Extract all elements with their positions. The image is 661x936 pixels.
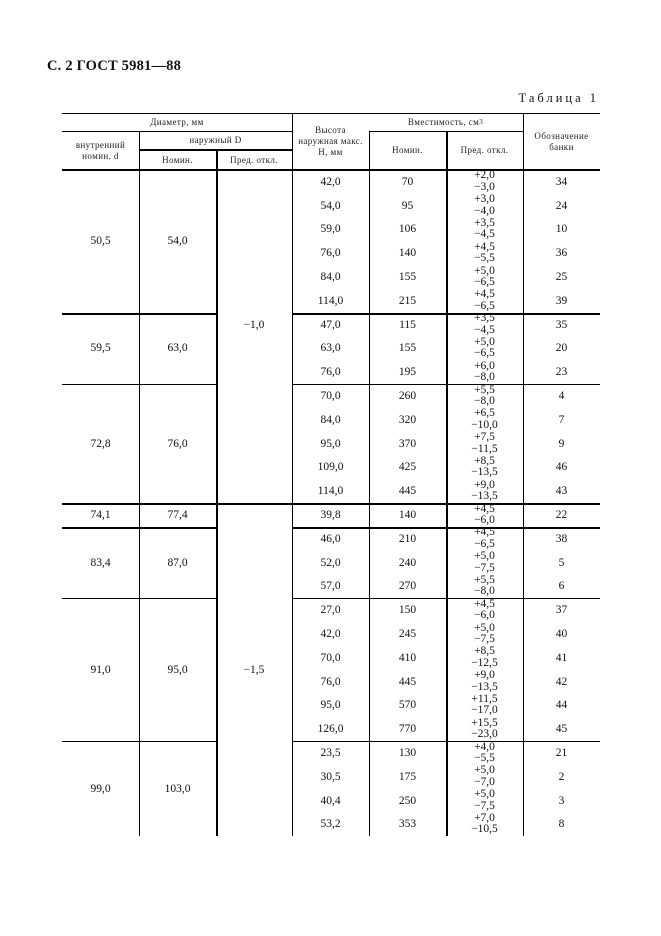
tolerance-plus: +7,0 xyxy=(474,811,495,824)
cell-inner-diameter: 59,5 xyxy=(90,342,111,355)
cell-designation: 21 xyxy=(555,747,568,760)
header-outer-diameter: наружный D xyxy=(189,135,242,145)
cell-capacity-tolerance xyxy=(446,527,523,551)
cell-capacity-nominal: 353 xyxy=(398,818,417,831)
col-rule xyxy=(446,131,448,836)
cell-capacity-tolerance xyxy=(446,646,523,670)
cell-height: 23,5 xyxy=(320,747,341,760)
tolerance-plus: +5,0 xyxy=(474,550,495,563)
cell-outer-diameter: 77,4 xyxy=(167,509,188,522)
header-capacity-tolerance: Пред. откл. xyxy=(460,145,509,155)
header-outer-tolerance: Пред. откл. xyxy=(230,154,278,165)
tolerance-plus: +6,0 xyxy=(474,359,495,372)
cell-capacity-tolerance xyxy=(446,194,523,218)
cell-capacity-tolerance xyxy=(446,789,523,813)
tolerance-plus: +3,5 xyxy=(474,312,495,325)
cell-capacity-nominal: 195 xyxy=(398,366,417,379)
tolerance-minus: −6,5 xyxy=(474,537,495,550)
col-rule xyxy=(369,131,370,836)
cell-capacity-nominal: 445 xyxy=(398,675,417,688)
col-rule xyxy=(523,113,524,836)
cell-outer-tolerance: −1,5 xyxy=(243,663,265,676)
cell-height: 39,8 xyxy=(320,509,341,522)
cell-capacity-tolerance xyxy=(446,170,523,194)
cell-capacity-nominal: 570 xyxy=(398,699,417,712)
tolerance-minus: −8,0 xyxy=(474,585,495,598)
cell-capacity-nominal: 250 xyxy=(398,794,417,807)
col-rule xyxy=(216,150,218,836)
cell-capacity-nominal: 210 xyxy=(398,532,417,545)
tolerance-minus: −10,5 xyxy=(471,823,498,836)
table-top-border xyxy=(62,113,600,114)
tolerance-minus: −7,5 xyxy=(474,799,495,812)
col-rule xyxy=(139,131,140,836)
cell-designation: 40 xyxy=(555,628,568,641)
cell-capacity-tolerance xyxy=(446,717,523,741)
cell-capacity-nominal: 130 xyxy=(398,747,417,760)
cell-designation: 4 xyxy=(558,390,565,403)
cell-capacity-tolerance xyxy=(446,265,523,289)
cell-capacity-tolerance xyxy=(446,289,523,313)
cell-height: 126,0 xyxy=(317,723,344,736)
cell-designation: 25 xyxy=(555,271,568,284)
cell-capacity-tolerance xyxy=(446,360,523,384)
tolerance-plus: +5,0 xyxy=(474,788,495,801)
cell-capacity-nominal: 320 xyxy=(398,413,417,426)
cell-capacity-tolerance xyxy=(446,622,523,646)
header-capacity-nominal: Номин. xyxy=(392,145,423,155)
cell-designation: 7 xyxy=(558,413,565,426)
tolerance-plus: +7,5 xyxy=(474,431,495,444)
cell-height: 95,0 xyxy=(320,437,341,450)
cell-capacity-nominal: 425 xyxy=(398,461,417,474)
cell-height: 114,0 xyxy=(317,294,344,307)
cell-designation: 44 xyxy=(555,699,568,712)
tolerance-plus: +4,0 xyxy=(474,740,495,753)
cell-height: 109,0 xyxy=(317,461,344,474)
cell-capacity-nominal: 260 xyxy=(398,390,417,403)
cell-designation: 10 xyxy=(555,223,568,236)
tolerance-minus: −5,5 xyxy=(474,252,495,265)
tolerance-plus: +4,5 xyxy=(474,240,495,253)
cell-capacity-tolerance xyxy=(446,337,523,361)
tolerance-minus: −4,0 xyxy=(474,204,495,217)
cell-capacity-tolerance xyxy=(446,241,523,265)
cell-capacity-nominal: 155 xyxy=(398,342,417,355)
tolerance-plus: +3,5 xyxy=(474,216,495,229)
cell-height: 40,4 xyxy=(320,794,341,807)
cell-capacity-tolerance xyxy=(446,598,523,622)
cell-capacity-nominal: 245 xyxy=(398,628,417,641)
tolerance-plus: +2,0 xyxy=(474,169,495,182)
cell-inner-diameter: 83,4 xyxy=(90,556,111,569)
tolerance-minus: −7,5 xyxy=(474,561,495,574)
cell-designation: 36 xyxy=(555,247,568,260)
cell-height: 76,0 xyxy=(320,247,341,260)
cell-designation: 39 xyxy=(555,294,568,307)
cell-height: 76,0 xyxy=(320,366,341,379)
tolerance-minus: −10,0 xyxy=(471,418,498,431)
cell-outer-diameter: 95,0 xyxy=(167,663,188,676)
cell-height: 84,0 xyxy=(320,271,341,284)
page-header: С. 2 ГОСТ 5981—88 xyxy=(47,58,182,74)
cell-designation: 8 xyxy=(558,818,565,831)
cell-inner-diameter: 72,8 xyxy=(90,437,111,450)
cell-height: 53,2 xyxy=(320,818,341,831)
header-designation-label: Обозначение банки xyxy=(534,131,589,152)
tolerance-plus: +4,5 xyxy=(474,526,495,539)
cell-designation: 6 xyxy=(558,580,565,593)
cell-capacity-nominal: 140 xyxy=(398,509,417,522)
cell-designation: 5 xyxy=(558,556,565,569)
cell-capacity-nominal: 115 xyxy=(399,318,416,331)
cell-outer-diameter: 87,0 xyxy=(167,556,188,569)
tolerance-plus: +5,5 xyxy=(474,573,495,586)
tolerance-plus: +5,0 xyxy=(474,335,495,348)
tolerance-minus: −8,0 xyxy=(474,395,495,408)
cell-designation: 3 xyxy=(558,794,565,807)
header-diameter: Диаметр, мм xyxy=(150,116,204,127)
tolerance-plus: +5,0 xyxy=(474,764,495,777)
cell-designation: 42 xyxy=(555,675,568,688)
tolerance-minus: −23,0 xyxy=(471,728,498,741)
tolerance-plus: +9,0 xyxy=(474,478,495,491)
cell-height: 70,0 xyxy=(320,651,341,664)
tolerance-minus: −8,0 xyxy=(474,371,495,384)
tolerance-minus: −7,0 xyxy=(474,775,495,788)
cell-height: 30,5 xyxy=(320,770,341,783)
tolerance-minus: −13,5 xyxy=(471,490,498,503)
cell-capacity-tolerance xyxy=(446,313,523,337)
header-capacity-label: Вместимость, см xyxy=(407,116,480,127)
header-capacity-sup: 3 xyxy=(479,117,484,126)
cell-capacity-tolerance xyxy=(446,503,523,527)
tolerance-plus: +4,5 xyxy=(474,502,495,515)
tolerance-minus: −4,5 xyxy=(474,228,495,241)
cell-outer-diameter: 76,0 xyxy=(167,437,188,450)
cell-capacity-tolerance xyxy=(446,384,523,408)
cell-capacity-tolerance xyxy=(446,670,523,694)
col-rule xyxy=(292,113,293,836)
cell-inner-diameter: 74,1 xyxy=(90,509,111,522)
cell-designation: 46 xyxy=(555,461,568,474)
cell-height: 76,0 xyxy=(320,675,341,688)
cell-height: 42,0 xyxy=(320,628,341,641)
cell-designation: 45 xyxy=(555,723,568,736)
cell-designation: 24 xyxy=(555,199,568,212)
cell-inner-diameter: 91,0 xyxy=(90,663,111,676)
tolerance-minus: −6,5 xyxy=(474,347,495,360)
cell-capacity-tolerance xyxy=(446,456,523,480)
cell-capacity-tolerance xyxy=(446,575,523,599)
cell-capacity-nominal: 140 xyxy=(398,247,417,260)
cell-inner-diameter: 50,5 xyxy=(90,235,111,248)
tolerance-plus: +6,5 xyxy=(474,407,495,420)
cell-capacity-tolerance xyxy=(446,694,523,718)
cell-designation: 37 xyxy=(555,604,568,617)
header-height xyxy=(292,113,369,170)
tolerance-minus: −13,5 xyxy=(471,680,498,693)
cell-height: 70,0 xyxy=(320,390,341,403)
cell-designation: 41 xyxy=(555,651,568,664)
cell-capacity-tolerance xyxy=(446,479,523,503)
cell-outer-diameter: 63,0 xyxy=(167,342,188,355)
tolerance-plus: +8,5 xyxy=(474,645,495,658)
tolerance-minus: −7,5 xyxy=(474,633,495,646)
cell-designation: 22 xyxy=(555,509,568,522)
header-outer-nominal: Номин. xyxy=(162,154,193,165)
cell-capacity-tolerance xyxy=(446,765,523,789)
tolerance-plus: +11,5 xyxy=(471,692,498,705)
header-inner-diameter xyxy=(62,131,139,170)
tolerance-separator xyxy=(216,503,292,505)
tolerance-minus: −6,0 xyxy=(474,609,495,622)
cell-designation: 43 xyxy=(555,485,568,498)
cell-capacity-nominal: 445 xyxy=(398,485,417,498)
cell-height: 57,0 xyxy=(320,580,341,593)
cell-capacity-nominal: 215 xyxy=(398,294,417,307)
cell-capacity-nominal: 70 xyxy=(401,175,414,188)
cell-outer-tolerance: −1,0 xyxy=(243,318,265,331)
cell-capacity-nominal: 410 xyxy=(398,651,417,664)
tolerance-minus: −3,0 xyxy=(474,180,495,193)
tolerance-plus: +3,0 xyxy=(474,193,495,206)
cell-height: 59,0 xyxy=(320,223,341,236)
cell-designation: 35 xyxy=(555,318,568,331)
cell-capacity-nominal: 175 xyxy=(398,770,417,783)
header-designation xyxy=(523,113,600,170)
header-rule xyxy=(62,131,292,132)
cell-height: 63,0 xyxy=(320,342,341,355)
header-inner-label: внутренний номин. d xyxy=(75,139,126,161)
cell-height: 42,0 xyxy=(320,175,341,188)
tolerance-plus: +15,5 xyxy=(471,716,498,729)
tolerance-plus: +4,5 xyxy=(474,288,495,301)
cell-designation: 9 xyxy=(558,437,565,450)
cell-height: 84,0 xyxy=(320,413,341,426)
cell-height: 114,0 xyxy=(317,485,344,498)
cell-outer-diameter: 103,0 xyxy=(164,782,191,795)
cell-designation: 20 xyxy=(555,342,568,355)
cell-capacity-tolerance xyxy=(446,408,523,432)
tolerance-minus: −13,5 xyxy=(471,466,498,479)
cell-designation: 34 xyxy=(555,175,568,188)
cell-capacity-tolerance xyxy=(446,218,523,242)
cell-outer-diameter: 54,0 xyxy=(167,235,188,248)
tolerance-minus: −4,5 xyxy=(474,323,495,336)
cell-designation: 38 xyxy=(555,532,568,545)
cell-height: 46,0 xyxy=(320,532,341,545)
cell-capacity-nominal: 150 xyxy=(398,604,417,617)
cell-height: 27,0 xyxy=(320,604,341,617)
cell-capacity-tolerance xyxy=(446,551,523,575)
cell-designation: 23 xyxy=(555,366,568,379)
cell-capacity-nominal: 270 xyxy=(398,580,417,593)
cell-inner-diameter: 99,0 xyxy=(90,782,111,795)
cell-capacity-tolerance xyxy=(446,813,523,837)
tolerance-minus: −11,5 xyxy=(471,442,498,455)
cell-capacity-nominal: 370 xyxy=(398,437,417,450)
tolerance-plus: +5,0 xyxy=(474,621,495,634)
cell-designation: 2 xyxy=(558,770,565,783)
cell-height: 52,0 xyxy=(320,556,341,569)
cell-height: 47,0 xyxy=(320,318,341,331)
tolerance-plus: +5,5 xyxy=(474,383,495,396)
cell-height: 54,0 xyxy=(320,199,341,212)
tolerance-minus: −6,5 xyxy=(474,299,495,312)
cell-capacity-tolerance xyxy=(446,741,523,765)
tolerance-minus: −6,0 xyxy=(474,514,495,527)
header-height-label: Высота наружная макс. H, мм xyxy=(298,125,363,157)
cell-capacity-nominal: 155 xyxy=(398,271,417,284)
cell-height: 95,0 xyxy=(320,699,341,712)
tolerance-plus: +5,0 xyxy=(474,264,495,277)
tolerance-minus: −5,5 xyxy=(474,752,495,765)
tolerance-plus: +9,0 xyxy=(474,669,495,682)
tolerance-minus: −6,5 xyxy=(474,276,495,289)
tolerance-plus: +4,5 xyxy=(474,597,495,610)
cell-capacity-nominal: 240 xyxy=(398,556,417,569)
cell-capacity-nominal: 106 xyxy=(398,223,417,236)
tolerance-minus: −12,5 xyxy=(471,656,498,669)
header-capacity xyxy=(369,113,522,131)
cell-capacity-nominal: 770 xyxy=(398,723,417,736)
tolerance-minus: −17,0 xyxy=(471,704,498,717)
tolerance-plus: +8,5 xyxy=(474,454,495,467)
cell-capacity-nominal: 95 xyxy=(401,199,414,212)
cell-capacity-tolerance xyxy=(446,432,523,456)
table-caption: Таблица 1 xyxy=(518,91,599,105)
